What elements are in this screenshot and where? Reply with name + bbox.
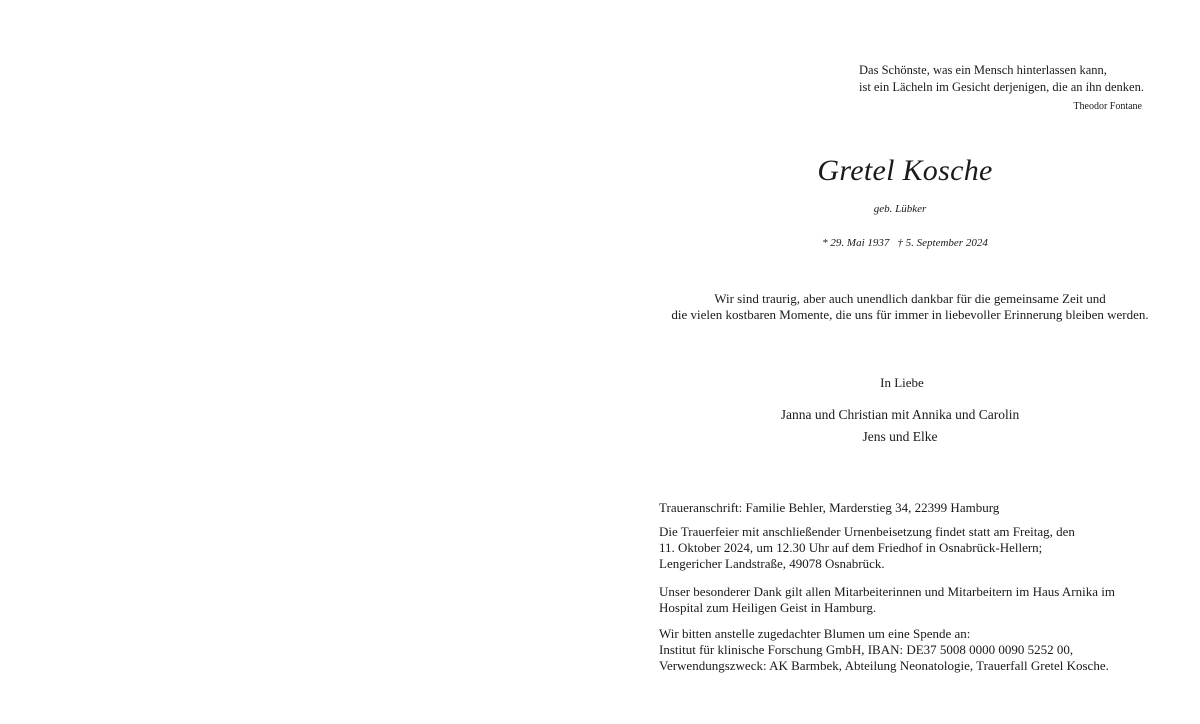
quote-author: Theodor Fontane	[1073, 101, 1142, 112]
mourner-line: Jens und Elke	[862, 429, 938, 444]
address-line: Traueranschrift: Familie Behler, Marderstieg 34, 22399 Hamburg	[659, 500, 1000, 515]
mourners-list	[740, 404, 1060, 448]
death-date: † 5. September 2024	[897, 237, 988, 249]
ceremony-details	[659, 524, 1179, 572]
ceremony-line: Die Trauerfeier mit anschließender Urnenbeisetzung findet statt am Freitag, den	[659, 524, 1075, 539]
maiden-name: geb. Lübker	[873, 203, 927, 215]
thanks-line: Hospital zum Heiligen Geist in Hamburg.	[659, 600, 877, 615]
thanks-line: Unser besonderer Dank gilt allen Mitarbeiterinnen und Mitarbeitern im Haus Arnika im	[659, 584, 1115, 599]
quote-line: Das Schönste, was ein Mensch hinterlassen kann,	[859, 63, 1107, 77]
donation-line: Wir bitten anstelle zugedachter Blumen um eine Spende an:	[659, 626, 971, 641]
birth-date: * 29. Mai 1937	[822, 237, 890, 249]
donation-request	[659, 626, 1179, 674]
epigraph-quote	[859, 62, 1144, 96]
thanks-note	[659, 584, 1179, 616]
donation-line: Institut für klinische Forschung GmbH, IBAN: DE37 5008 0000 0090 5252 00,	[659, 642, 1074, 657]
mourner-line: Janna und Christian mit Annika und Carolin	[780, 407, 1020, 422]
life-dates	[790, 237, 1020, 249]
sentiment-line: Wir sind traurig, aber auch unendlich dankbar für die gemeinsame Zeit und	[714, 291, 1106, 306]
donation-line: Verwendungszweck: AK Barmbek, Abteilung Neonatologie, Trauerfall Gretel Kosche.	[659, 658, 1109, 673]
ceremony-line: Lengericher Landstraße, 49078 Osnabrück.	[659, 556, 885, 571]
closing-phrase: In Liebe	[880, 375, 924, 390]
ceremony-line: 11. Oktober 2024, um 12.30 Uhr auf dem Friedhof in Osnabrück-Hellern;	[659, 540, 1043, 555]
sentiment-text	[640, 291, 1180, 323]
sentiment-line: die vielen kostbaren Momente, die uns für immer in liebevoller Erinnerung bleiben werden.	[671, 307, 1149, 322]
quote-line: ist ein Lächeln im Gesicht derjenigen, die an ihn denken.	[859, 80, 1144, 94]
deceased-name: Gretel Kosche	[817, 154, 993, 187]
funeral-address	[659, 500, 1179, 516]
